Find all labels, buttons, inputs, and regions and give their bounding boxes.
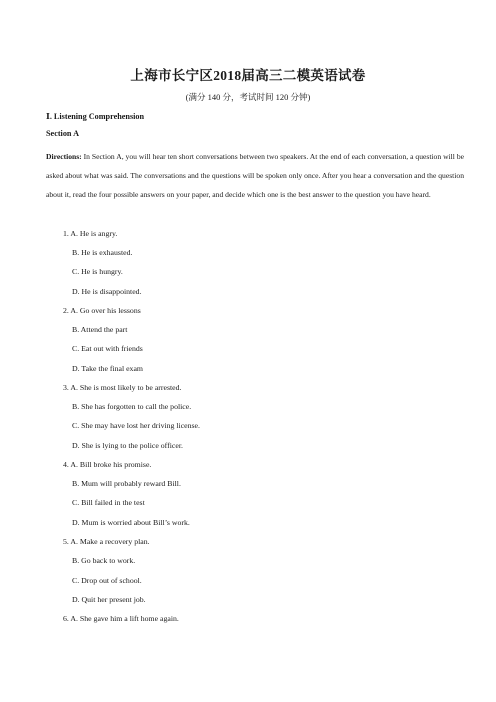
section-heading: Section A (46, 129, 79, 138)
question-6-stem: 6. A. She gave him a lift home again. (63, 614, 179, 623)
question-2-option-b: B. Attend the part (72, 325, 128, 334)
exam-subtitle: (满分 140 分，考试时间 120 分钟) (185, 92, 311, 102)
directions-label: Directions: (46, 152, 82, 161)
directions-paragraph (46, 147, 464, 205)
question-2-option-c: C. Eat out with friends (72, 344, 143, 353)
question-4-option-c: C. Bill failed in the test (72, 498, 145, 507)
question-2-stem: 2. A. Go over his lessons (63, 306, 141, 315)
question-1-option-c: C. He is hungry. (72, 267, 123, 276)
question-4-option-d: D. Mum is worried about Bill’s work. (72, 518, 190, 527)
exam-title: 上海市长宁区2018届高三二模英语试卷 (130, 68, 366, 83)
directions-text: In Section A, you will hear ten short conversations between two speakers. At the end of each conversation, a question will be asked about what was said. The conversations and the questions will be spoken only once. After you hear a conversation and the question about it, read the four possible answers on your paper, and decide which one is the best answer to the question you have heard. (46, 152, 464, 200)
question-5-stem: 5. A. Make a recovery plan. (63, 537, 150, 546)
question-3-option-b: B. She has forgotten to call the police. (72, 402, 192, 411)
question-1-option-b: B. He is exhausted. (72, 248, 133, 257)
question-3-option-c: C. She may have lost her driving license. (72, 421, 200, 430)
question-5-option-d: D. Quit her present job. (72, 595, 146, 604)
question-3-option-d: D. She is lying to the police officer. (72, 441, 183, 450)
question-5-option-c: C. Drop out of school. (72, 576, 142, 585)
question-5-option-b: B. Go back to work. (72, 556, 136, 565)
question-2-option-d: D. Take the final exam (72, 364, 143, 373)
question-1-stem: 1. A. He is angry. (63, 229, 118, 238)
part-heading: Ⅰ. Listening Comprehension (46, 112, 145, 121)
question-3-stem: 3. A. She is most likely to be arrested. (63, 383, 182, 392)
question-4-stem: 4. A. Bill broke his promise. (63, 460, 152, 469)
question-4-option-b: B. Mum will probably reward Bill. (72, 479, 181, 488)
question-1-option-d: D. He is disappointed. (72, 287, 142, 296)
